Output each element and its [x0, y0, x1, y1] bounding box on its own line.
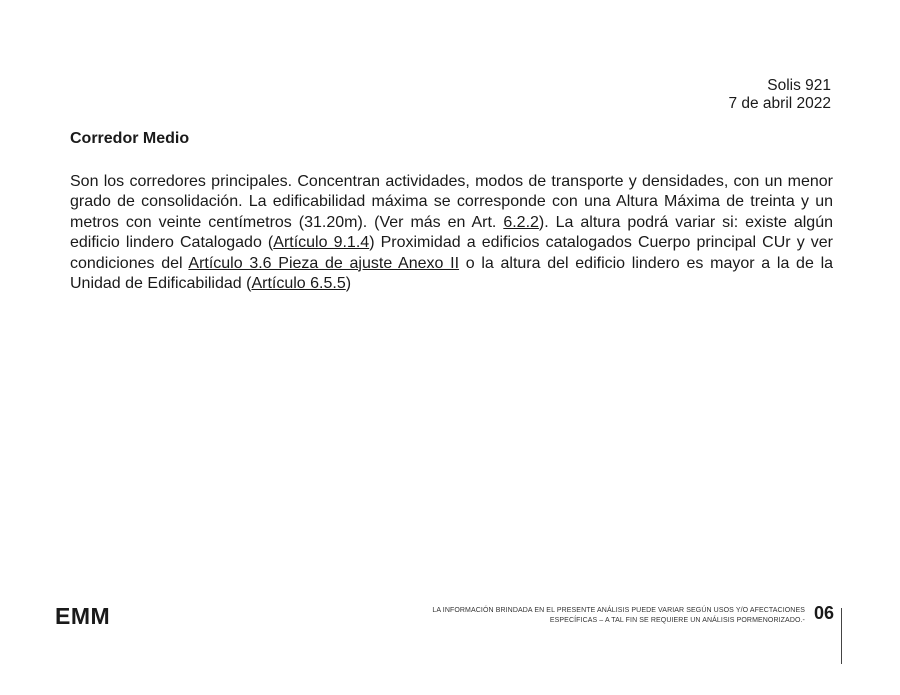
- disclaimer-line: LA INFORMACIÓN BRINDADA EN EL PRESENTE ANÁLISIS PUEDE VARIAR SEGÚN USOS Y/O AFECTACIONES: [432, 607, 805, 614]
- link-art-3-6-anexo-ii[interactable]: Artículo 3.6 Pieza de ajuste Anexo II: [188, 254, 460, 272]
- link-art-6-5-5[interactable]: Artículo 6.5.5: [251, 275, 346, 293]
- section-body: [70, 172, 833, 294]
- page-divider: [841, 608, 842, 664]
- address-line: Solis 921: [767, 77, 831, 94]
- page-number: 06: [814, 603, 835, 623]
- body-text-segment: Son los corredores principales. Concentran actividades, modos de transporte y densidades, con un menor grado de consolidación. La edificabilidad máxima se corresponde con una Altura Máxima de treinta y un metros con veinte centímetros (31.20m). (Ver más en Art.: [70, 173, 833, 231]
- body-text-segment: ): [345, 275, 352, 293]
- body-text-segment: ) Proximidad a edificios catalogados Cuerpo principal CUr y ver condiciones del: [70, 234, 834, 272]
- link-art-9-1-4[interactable]: Artículo 9.1.4: [273, 234, 370, 252]
- section-title: Corredor Medio: [70, 130, 190, 147]
- emm-logo: EMM: [55, 603, 111, 629]
- body-text-segment: o la altura del edificio lindero es mayor a la de la Unidad de Edificabilidad (: [70, 254, 834, 293]
- disclaimer-line: ESPECÍFICAS – A TAL FIN SE REQUIERE UN ANÁLISIS PORMENORIZADO.-: [549, 616, 805, 624]
- footer-disclaimer: [432, 606, 805, 625]
- link-art-6-2-2[interactable]: 6.2.2: [503, 213, 539, 231]
- date-line: 7 de abril 2022: [728, 95, 831, 112]
- header-address: [728, 77, 831, 113]
- body-text-segment: ). La altura podrá variar si: existe algún edificio lindero Catalogado (: [70, 213, 834, 252]
